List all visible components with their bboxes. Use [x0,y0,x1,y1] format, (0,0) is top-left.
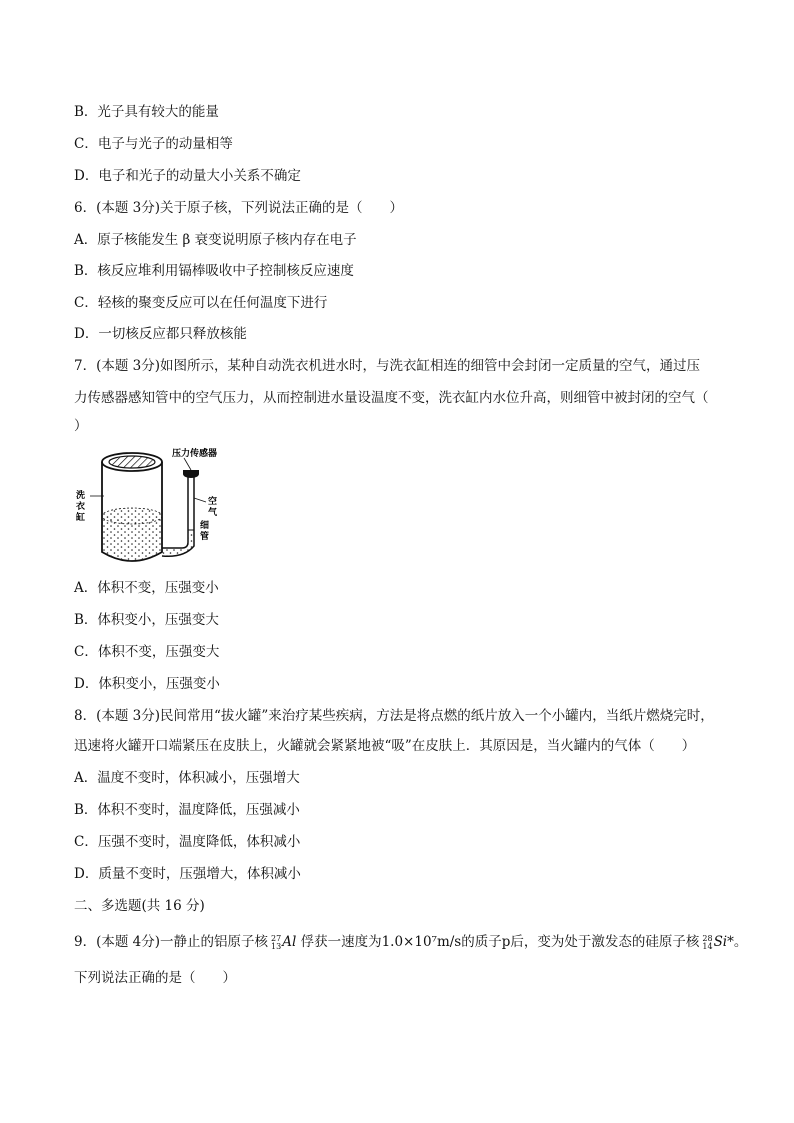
air-label-text: 空 [208,497,218,507]
q8-option-d: D．质量不变时，压强增大，体积减小 [74,866,301,882]
al-atomic-number: 13 [271,941,282,951]
figure-label-char: 气 [208,508,218,518]
washing-machine-figure [74,446,232,570]
q8-option-b: B．体积不变时，温度降低，压强减小 [74,802,300,818]
q5-option-c: C．电子与光子的动量相等 [74,136,233,152]
q7-option-a: A．体积不变，压强变小 [74,580,219,596]
al-nuclide-numbers [271,935,281,951]
tub-label-text: 洗 [76,491,86,501]
q9-stem-line2: 下列说法正确的是（ ） [74,970,236,986]
q8-option-c: C．压强不变时，温度降低，体积减小 [74,834,301,850]
figure-label-char: 管 [200,532,210,542]
q6-stem: 6．(本题 3分)关于原子核，下列说法正确的是（ ） [74,200,404,216]
si-symbol: Si [713,934,728,950]
si-mass-number: 28 [702,933,713,943]
figure-label-char: 衣 [76,502,86,512]
sensor-label: 压力传感器 [172,449,218,459]
q6-option-a: A．原子核能发生 β 衰变说明原子核内存在电子 [74,232,357,248]
section-heading: 二、多选题(共 16 分) [74,898,205,914]
al-mass-number: 27 [271,933,282,943]
si-atomic-number: 14 [702,941,713,951]
q9-stem-part-b: 俘获一速度为1.0×10⁷m/s的质子p后，变为处于激发态的硅原子核 [300,934,700,950]
si-nuclide-numbers [702,935,712,951]
q6-option-d: D．一切核反应都只释放核能 [74,326,247,342]
pressure-sensor [183,470,199,478]
q7-option-c: C．体积不变，压强变大 [74,644,220,660]
q7-stem-line1: 7．(本题 3分)如图所示，某种自动洗衣机进水时，与洗衣缸相连的细管中会封闭一定质量的空气，通过压 [74,358,701,374]
q6-option-b: B．核反应堆利用镉棒吸收中子控制核反应速度 [74,263,354,279]
q8-option-a: A．温度不变时，体积减小，压强增大 [74,770,300,786]
q9-stem-part-c: *。 [727,934,748,950]
tube-label-text: 细 [200,521,210,531]
q7-option-b: B．体积变小，压强变大 [74,612,219,628]
q8-stem-line2: 迅速将火罐开口端紧压在皮肤上，火罐就会紧紧地被“吸”在皮肤上．其原因是，当火罐内的气体（ ） [74,738,696,754]
washing-machine-diagram [74,446,232,570]
q7-stem-line2: 力传感器感知管中的空气压力，从而控制进水量设温度不变，洗衣缸内水位升高，则细管中被封闭的空气（ [74,390,709,406]
al-symbol: Al [282,934,297,950]
q7-stem-line3: ） [74,418,88,434]
q8-stem-line1: 8．(本题 3分)民间常用“拔火罐”来治疗某些疾病，方法是将点燃的纸片放入一个小罐内，当纸片燃烧完时， [74,708,714,724]
q6-option-c: C．轻核的聚变反应可以在任何温度下进行 [74,295,328,311]
figure-label-char: 缸 [76,513,86,523]
q9-stem-line1 [74,932,747,952]
q5-option-b: B．光子具有较大的能量 [74,104,219,120]
q5-option-d: D．电子和光子的动量大小关系不确定 [74,168,301,184]
q7-option-d: D．体积变小，压强变小 [74,676,220,692]
q9-stem-part-a: 9．(本题 4分)一静止的铝原子核 [74,934,269,950]
